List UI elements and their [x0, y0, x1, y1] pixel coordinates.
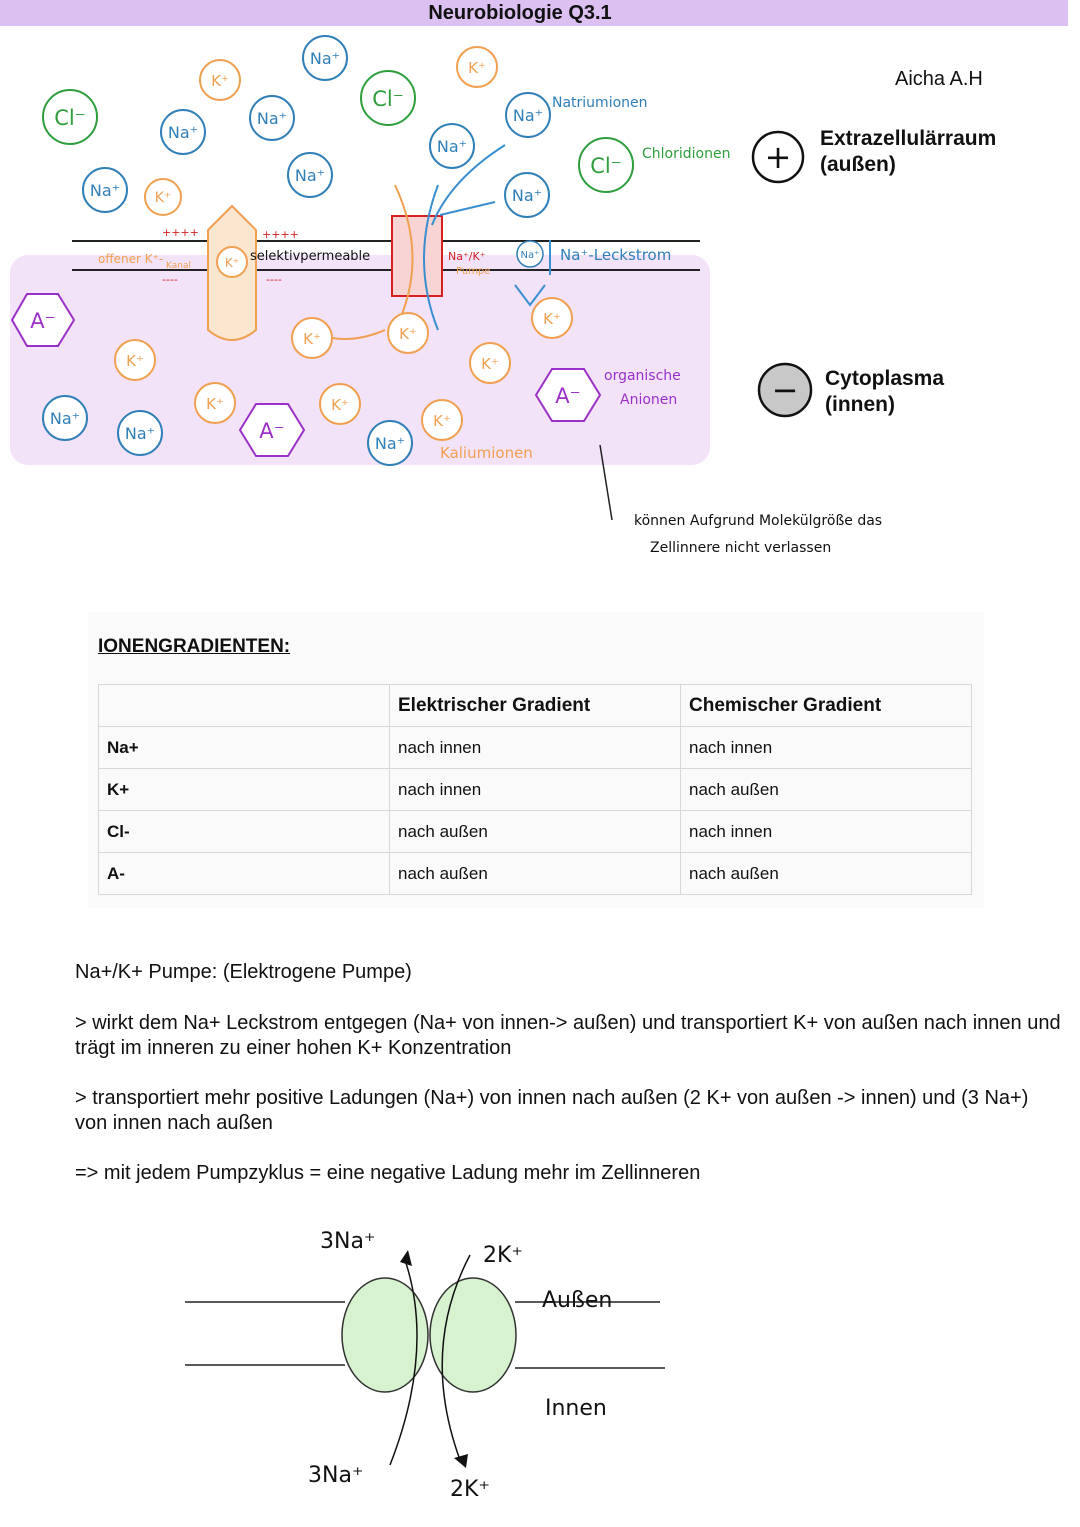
- svg-text:Na⁺: Na⁺: [309, 49, 341, 68]
- svg-text:A⁻: A⁻: [555, 384, 581, 408]
- ion-k: [292, 318, 332, 358]
- sketch-label-top-right: 2K⁺: [483, 1243, 524, 1268]
- svg-text:K⁺: K⁺: [481, 355, 499, 373]
- pump-paragraph-2: > transportiert mehr positive Ladungen (Na+) von innen nach außen (2 K+ von außen -> innen) und (3 Na+) von innen nach außen: [75, 1087, 1029, 1134]
- table-cell: nach innen: [390, 727, 681, 769]
- gradients-table: [98, 684, 972, 895]
- table-header-cell: Elektrischer Gradient: [390, 685, 681, 727]
- svg-text:Na⁺: Na⁺: [374, 434, 406, 453]
- label-leckstrom: Na⁺-Leckstrom: [560, 246, 672, 264]
- table-row: [99, 769, 972, 811]
- page-title: Neurobiologie Q3.1: [428, 2, 612, 24]
- ion-na: [161, 110, 205, 154]
- ion-k: [320, 384, 360, 424]
- label-natriumionen: Natriumionen: [552, 95, 648, 111]
- label-offener-kanal: offener K⁺-: [98, 252, 164, 266]
- svg-text:Na⁺: Na⁺: [256, 109, 288, 128]
- svg-text:Na⁺: Na⁺: [89, 181, 121, 200]
- table-row: [99, 811, 972, 853]
- svg-text:Na⁺: Na⁺: [436, 137, 468, 156]
- svg-text:Na⁺: Na⁺: [294, 166, 326, 185]
- svg-text:K⁺: K⁺: [399, 325, 417, 343]
- legend-outside-line1: Extrazellulärraum: [820, 127, 997, 150]
- ion-k: [422, 400, 462, 440]
- svg-text:K⁺: K⁺: [154, 190, 172, 206]
- ion-cl: [43, 90, 97, 144]
- ion-k: [217, 247, 247, 277]
- ion-k: [115, 340, 155, 380]
- svg-text:K⁺: K⁺: [206, 395, 224, 413]
- membrane-diagram: [0, 30, 1068, 590]
- pump-sketch: [150, 1210, 710, 1510]
- na-arrow-head-icon: [400, 1250, 412, 1266]
- gradients-title: IONENGRADIENTEN:: [98, 636, 291, 657]
- ion-na: [83, 168, 127, 212]
- svg-text:Cl⁻: Cl⁻: [590, 154, 622, 178]
- ion-cl: [361, 71, 415, 125]
- table-cell: nach innen: [390, 769, 681, 811]
- svg-text:A⁻: A⁻: [259, 419, 285, 443]
- legend-outside-line2: (außen): [820, 153, 896, 176]
- svg-text:Cl⁻: Cl⁻: [54, 106, 86, 130]
- ion-k: [195, 383, 235, 423]
- author-name: Aicha A.H: [895, 68, 983, 90]
- label-pumpe-1: Na⁺/K⁺: [448, 250, 486, 263]
- ion-na: [43, 396, 87, 440]
- sketch-label-bottom-right: 2K⁺: [450, 1477, 491, 1502]
- table-header-cell: Chemischer Gradient: [681, 685, 972, 727]
- svg-text:Na⁺: Na⁺: [512, 106, 544, 125]
- legend-inside-line2: (innen): [825, 393, 895, 416]
- svg-text:Na⁺: Na⁺: [511, 186, 543, 205]
- label-minus-1: ----: [162, 273, 178, 286]
- ion-na: [303, 36, 347, 80]
- table-header-row: [99, 685, 972, 727]
- ion-na: [250, 96, 294, 140]
- label-selektivpermeable: selektivpermeable: [250, 249, 371, 264]
- label-organische: organische: [604, 368, 681, 384]
- sketch-label-outside: Außen: [542, 1288, 613, 1313]
- svg-text:K⁺: K⁺: [468, 59, 486, 77]
- table-cell: A-: [99, 853, 390, 895]
- pump-heading: Na+/K+ Pumpe: (Elektrogene Pumpe): [75, 961, 412, 983]
- svg-text:+: +: [764, 138, 792, 176]
- legend-outside-label: [820, 126, 996, 178]
- table-row: [99, 727, 972, 769]
- ion-k: [200, 60, 240, 100]
- svg-text:Cl⁻: Cl⁻: [372, 87, 404, 111]
- ion-na: [430, 124, 474, 168]
- header-bar: [0, 0, 1068, 26]
- svg-text:K⁺: K⁺: [126, 352, 144, 370]
- pump-box: [392, 216, 442, 296]
- ion-na: [505, 173, 549, 217]
- table-row: [99, 853, 972, 895]
- table-cell: Cl-: [99, 811, 390, 853]
- ion-cl: [579, 138, 633, 192]
- table-cell: nach außen: [390, 853, 681, 895]
- ion-k: [388, 313, 428, 353]
- svg-text:Na⁺: Na⁺: [520, 250, 540, 261]
- k-arrow-head-icon: [454, 1454, 468, 1468]
- pump-paragraph-1: > wirkt dem Na+ Leckstrom entgegen (Na+ von innen-> außen) und transportiert K+ von außen nach innen und trägt im inneren zu einer hohen K+ Konzentration: [75, 1012, 1061, 1059]
- legend-inside-line1: Cytoplasma: [825, 367, 945, 390]
- note-line-1: können Aufgrund Molekülgröße das: [634, 513, 883, 529]
- label-kaliumionen: Kaliumionen: [440, 444, 533, 462]
- ion-k: [532, 298, 572, 338]
- svg-text:K⁺: K⁺: [331, 396, 349, 414]
- svg-text:K⁺: K⁺: [211, 72, 229, 90]
- plus-sign-icon: [753, 132, 803, 182]
- ion-na: [517, 241, 543, 267]
- sketch-label-inside: Innen: [545, 1396, 607, 1421]
- svg-text:K⁺: K⁺: [433, 412, 451, 430]
- svg-text:−: −: [771, 371, 799, 409]
- svg-text:Na⁺: Na⁺: [49, 409, 81, 428]
- label-minus-2: ----: [266, 273, 282, 286]
- sketch-label-bottom-left: 3Na⁺: [308, 1463, 364, 1488]
- sketch-label-top-left: 3Na⁺: [320, 1229, 376, 1254]
- label-chloridionen: Chloridionen: [642, 146, 731, 162]
- svg-text:Na⁺: Na⁺: [167, 123, 199, 142]
- note-line-2: Zellinnere nicht verlassen: [650, 540, 832, 556]
- svg-text:A⁻: A⁻: [30, 309, 56, 333]
- table-cell: nach außen: [390, 811, 681, 853]
- ion-na: [368, 421, 412, 465]
- label-pumpe-2: Pumpe: [456, 266, 491, 277]
- pump-paragraph-3: => mit jedem Pumpzyklus = eine negative Ladung mehr im Zellinneren: [75, 1162, 701, 1184]
- table-cell: Na+: [99, 727, 390, 769]
- table-cell: nach innen: [681, 811, 972, 853]
- minus-sign-icon: [759, 364, 811, 416]
- label-plus-1: ++++: [162, 226, 199, 239]
- svg-text:Na⁺: Na⁺: [124, 424, 156, 443]
- table-cell: nach außen: [681, 769, 972, 811]
- table-header-cell: [99, 685, 390, 727]
- table-cell: nach innen: [681, 727, 972, 769]
- svg-text:K⁺: K⁺: [543, 310, 561, 328]
- label-anionen: Anionen: [620, 392, 678, 408]
- ion-na: [288, 153, 332, 197]
- ion-na: [118, 411, 162, 455]
- svg-text:K⁺: K⁺: [224, 256, 240, 270]
- na-arrow-2: [440, 202, 495, 215]
- ion-k: [470, 343, 510, 383]
- table-cell: K+: [99, 769, 390, 811]
- label-kanal: Kanal: [166, 261, 191, 271]
- label-plus-2: ++++: [262, 228, 299, 241]
- pump-subunit-left: [342, 1278, 428, 1392]
- table-cell: nach außen: [681, 853, 972, 895]
- ion-na: [506, 93, 550, 137]
- legend-inside-label: [825, 366, 944, 418]
- ion-k: [145, 179, 181, 215]
- svg-text:K⁺: K⁺: [303, 330, 321, 348]
- ion-k: [457, 47, 497, 87]
